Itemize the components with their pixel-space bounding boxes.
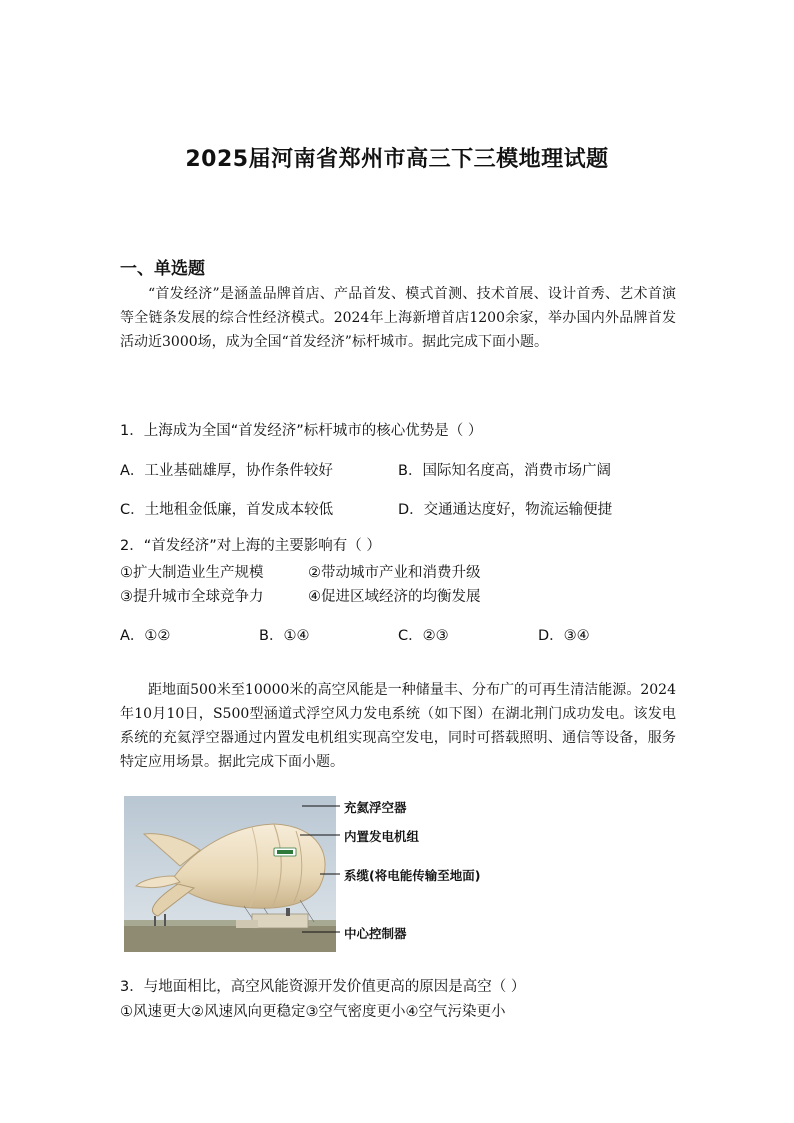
question-2-option-c: C．②③ xyxy=(398,628,449,644)
label-central-controller: 中心控制器 xyxy=(344,926,407,941)
airship-figure xyxy=(124,796,504,952)
question-1-option-d: D．交通通达度好，物流运输便捷 xyxy=(398,502,613,518)
question-3-statements: ①风速更大②风速风向更稳定③空气密度更小④空气污染更小 xyxy=(120,1004,506,1020)
question-1-option-a: A．工业基础雄厚，协作条件较好 xyxy=(120,463,333,479)
passage-1: “首发经济”是涵盖品牌首店、产品首发、模式首测、技术首展、设计首秀、艺术首演等全链条发展的综合性经济模式。2024年上海新增首店1200余家，举办国内外品牌首发活动近3000场，成为全国“首发经济”标杆城市。据此完成下面小题。 xyxy=(120,286,676,350)
question-2-option-b: B．①④ xyxy=(259,628,310,644)
question-1-option-b: B．国际知名度高，消费市场广阔 xyxy=(398,463,611,479)
label-helium-aerostat: 充氦浮空器 xyxy=(344,800,407,815)
page-title: 2025届河南省郑州市高三下三模地理试题 xyxy=(185,147,609,172)
question-2-option-d: D．③④ xyxy=(538,628,590,644)
question-2-statement-4: ④促进区域经济的均衡发展 xyxy=(308,589,481,605)
label-tether-cable: 系缆(将电能传输至地面) xyxy=(344,868,481,883)
question-2-statement-2: ②带动城市产业和消费升级 xyxy=(308,565,481,581)
question-2-statement-3: ③提升城市全球竞争力 xyxy=(120,589,264,605)
question-2-statement-1: ①扩大制造业生产规模 xyxy=(120,565,264,581)
question-2-option-a: A．①② xyxy=(120,628,171,644)
question-3-stem: 3．与地面相比，高空风能资源开发价值更高的原因是高空（ ） xyxy=(120,979,526,995)
question-2-stem: 2．“首发经济”对上海的主要影响有（ ） xyxy=(120,538,381,554)
question-1-stem: 1．上海成为全国“首发经济”标杆城市的核心优势是（ ） xyxy=(120,423,483,439)
passage-2: 距地面500米至10000米的高空风能是一种储量丰、分布广的可再生清洁能源。2024年10月10日，S500型涵道式浮空风力发电系统（如下图）在湖北荆门成功发电。该发电系统的充氦浮空器通过内置发电机组实现高空发电，同时可搭载照明、通信等设备，服务特定应用场景。据此完成下面小题。 xyxy=(120,682,676,770)
section-heading: 一、单选题 xyxy=(120,259,205,279)
label-built-in-generator: 内置发电机组 xyxy=(344,829,420,844)
question-1-option-c: C．土地租金低廉，首发成本较低 xyxy=(120,502,334,518)
